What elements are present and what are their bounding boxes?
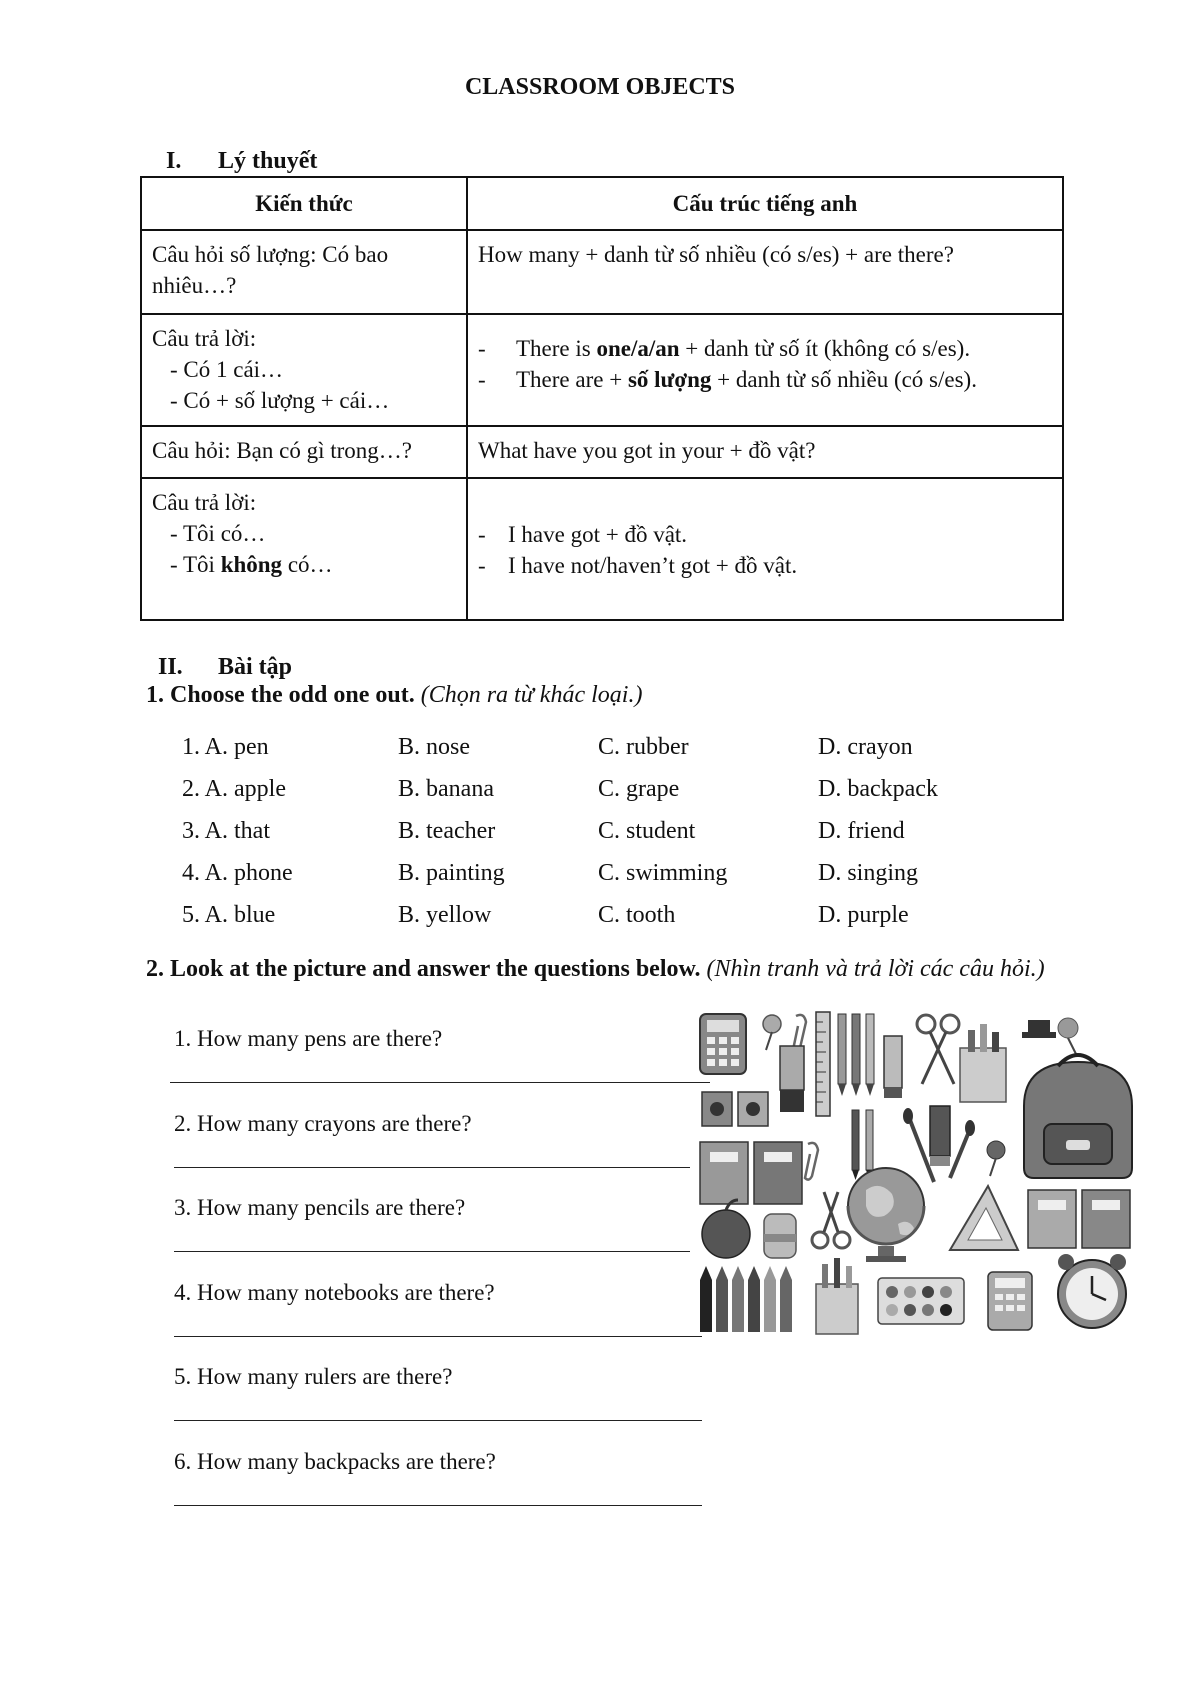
answer-line[interactable] [174, 1336, 702, 1337]
option-d: D. singing [818, 860, 919, 886]
paint-palette-icon [878, 1278, 964, 1324]
pushpin-icon [763, 1015, 781, 1050]
exercise1-title-bold: 1. Choose the odd one out. [146, 682, 415, 708]
question-text: 2. How many crayons are there? [174, 1110, 472, 1136]
crayon-icon [700, 1266, 792, 1332]
option-d: D. purple [818, 902, 909, 928]
cell-heading: Câu trả lời: [152, 326, 257, 351]
header-knowledge: Kiến thức [141, 177, 467, 230]
option-c: C. swimming [598, 860, 728, 886]
option-a: 1. A. pen [182, 734, 269, 760]
option-c: C. tooth [598, 902, 676, 928]
magnet-pin-icon [1022, 1018, 1078, 1054]
alarm-clock-icon [1058, 1254, 1126, 1328]
exercise2-title-italic: (Nhìn tranh và trả lời các câu hỏi.) [706, 956, 1045, 982]
section-number: II. [158, 654, 183, 680]
text-part: I have not/haven’t got + đồ vật. [508, 553, 798, 578]
paperclip-icon [805, 1143, 818, 1180]
globe-icon [848, 1168, 924, 1262]
section-exercise-heading [158, 654, 292, 681]
answer-line[interactable] [174, 1167, 690, 1168]
question-item [174, 1449, 496, 1534]
pushpin-icon [987, 1141, 1005, 1176]
option-b: B. banana [398, 776, 494, 802]
list-item [182, 734, 1002, 776]
list-item [478, 519, 1052, 550]
list-item [478, 550, 1052, 581]
text-part: There is [516, 336, 597, 361]
cell-knowledge [141, 478, 467, 620]
cell-structure: How many + danh từ số nhiều (có s/es) + are there? [467, 230, 1063, 314]
option-a: 3. A. that [182, 818, 270, 844]
scissors-icon [812, 1192, 850, 1248]
table-header-row [141, 177, 1063, 230]
cell-knowledge [141, 314, 467, 426]
option-b: B. teacher [398, 818, 496, 844]
text-part: - Tôi [170, 552, 221, 577]
pencil-icon [852, 1110, 873, 1180]
glue-stick-icon [780, 1046, 804, 1112]
question-text: 5. How many rulers are there? [174, 1364, 453, 1389]
list-item: - Có 1 cái… [170, 357, 284, 382]
list-item [478, 364, 1052, 395]
option-d: D. backpack [818, 776, 938, 802]
option-c: C. rubber [598, 734, 689, 760]
exercise2-title [146, 954, 1066, 984]
cell-knowledge: Câu hỏi: Bạn có gì trong…? [141, 426, 467, 478]
pencil-cup-icon [816, 1258, 858, 1334]
option-b: B. yellow [398, 902, 492, 928]
eraser-icon [764, 1214, 796, 1258]
dash-marker: - [478, 522, 486, 547]
question-item [174, 1364, 496, 1449]
question-item [174, 1026, 496, 1111]
question-text: 3. How many pencils are there? [174, 1195, 466, 1220]
section-number: I. [166, 148, 182, 174]
dash-marker: - [478, 367, 486, 392]
option-a: 2. A. apple [182, 776, 286, 802]
pencil-icon [838, 1014, 874, 1096]
question-item [174, 1111, 496, 1196]
question-item [174, 1195, 496, 1280]
text-part: I have got + đồ vật. [508, 522, 688, 547]
list-item: - Có + số lượng + cái… [170, 388, 390, 413]
bold-part: không [220, 552, 283, 577]
list-item [182, 860, 1002, 902]
dash-marker: - [478, 336, 486, 361]
option-d: D. crayon [818, 734, 913, 760]
school-supplies-illustration [698, 1010, 1134, 1336]
calculator-icon [700, 1014, 746, 1074]
dash-marker: - [478, 553, 486, 578]
text-part: có… [282, 552, 333, 577]
text-part: There are + [516, 367, 628, 392]
list-item [182, 776, 1002, 818]
option-d: D. friend [818, 818, 905, 844]
option-b: B. nose [398, 734, 470, 760]
notebook-icon [1028, 1190, 1130, 1248]
section-label: Lý thuyết [218, 148, 318, 174]
option-b: B. painting [398, 860, 505, 886]
list-item [152, 549, 456, 580]
cell-structure: What have you got in your + đồ vật? [467, 426, 1063, 478]
option-c: C. student [598, 818, 696, 844]
cell-structure [467, 314, 1063, 426]
question-text: 4. How many notebooks are there? [174, 1279, 495, 1305]
text-part: + danh từ số ít (không có s/es). [679, 336, 971, 361]
text-part: - Tôi [170, 521, 221, 546]
answer-line[interactable] [174, 1505, 702, 1506]
notebook-icon [700, 1142, 802, 1204]
exercise1-title-italic: (Chọn ra từ khác loại.) [420, 682, 643, 708]
cell-structure [467, 478, 1063, 620]
list-item [478, 333, 1052, 364]
scissors-icon [917, 1015, 959, 1084]
exercise2-title-bold: 2. Look at the picture and answer the questions below. [146, 956, 701, 982]
page-title: CLASSROOM OBJECTS [464, 74, 736, 100]
question-list [174, 1026, 496, 1533]
set-square-icon [950, 1186, 1018, 1250]
pencil-cup-icon [960, 1024, 1006, 1102]
exercise1-title [146, 682, 642, 709]
list-item [182, 902, 1002, 944]
odd-one-out-list [182, 734, 1002, 944]
text-part: + danh từ số nhiều (có s/es). [711, 367, 977, 392]
theory-table [140, 176, 1064, 621]
question-item [174, 1280, 496, 1365]
bold-part: số lượng [627, 367, 712, 392]
option-a: 4. A. phone [182, 860, 293, 886]
list-item [182, 818, 1002, 860]
sharpener-icon [702, 1092, 768, 1126]
text-part: có… [220, 521, 266, 546]
option-a: 5. A. blue [182, 902, 276, 928]
table-row [141, 426, 1063, 478]
answer-line[interactable] [170, 1082, 710, 1083]
bold-part: one/a/an [596, 336, 680, 361]
section-theory-heading [166, 148, 317, 175]
option-c: C. grape [598, 776, 680, 802]
question-text: 1. How many pens are there? [174, 1026, 443, 1051]
backpack-icon [1024, 1055, 1132, 1178]
list-item [152, 518, 456, 549]
table-row [141, 478, 1063, 620]
header-structure: Cấu trúc tiếng anh [467, 177, 1063, 230]
apple-icon [702, 1200, 750, 1258]
section-label: Bài tập [218, 654, 293, 680]
ruler-icon [816, 1012, 830, 1116]
calculator-icon [988, 1272, 1032, 1330]
question-text: 6. How many backpacks are there? [174, 1448, 496, 1474]
table-row [141, 314, 1063, 426]
answer-line[interactable] [174, 1420, 702, 1421]
table-row [141, 230, 1063, 314]
cell-knowledge: Câu hỏi số lượng: Có bao nhiêu…? [141, 230, 467, 314]
cell-heading: Câu trả lời: [152, 490, 257, 515]
answer-line[interactable] [174, 1251, 690, 1252]
